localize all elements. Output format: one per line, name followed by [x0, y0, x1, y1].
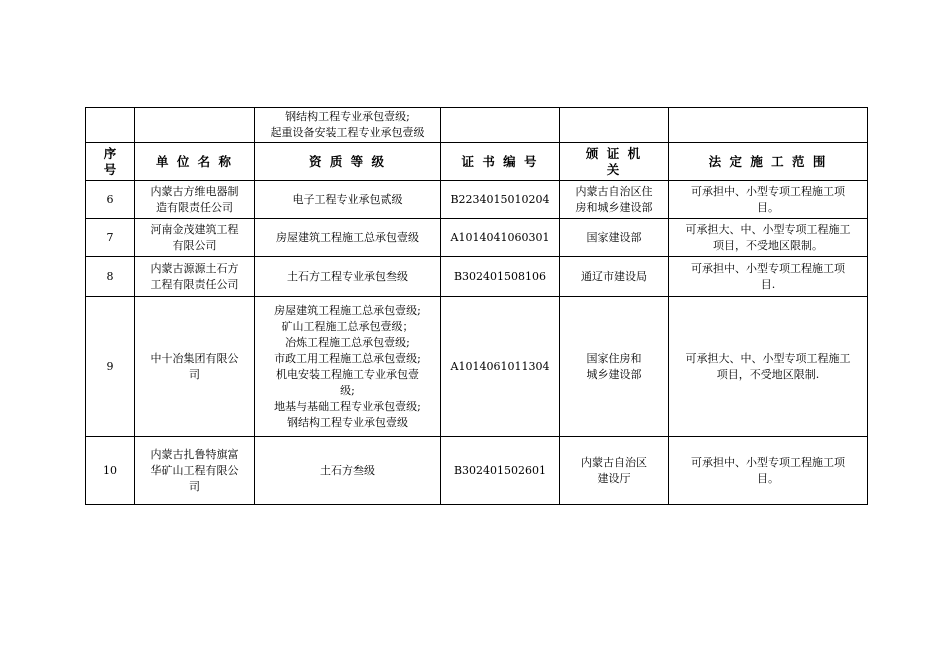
header-certificate: 证 书 编 号 [441, 143, 560, 181]
header-issuer: 颁 证 机 关 [560, 143, 669, 181]
company-cell: 内蒙古方维电器制 造有限责任公司 [135, 181, 255, 219]
qualification-table [85, 107, 868, 505]
qualification-cell: 房屋建筑工程施工总承包壹级; 矿山工程施工总承包壹级； 冶炼工程施工总承包壹级; 市政工用工程施工总承包壹级; 机电安装工程施工专业承包壹 级; 地基与基础工程专业承包壹级; 钢结构工程专业承包壹级 [255, 297, 441, 437]
company-cell: 中十冶集团有限公 司 [135, 297, 255, 437]
seq-cell: 7 [86, 219, 135, 257]
cont-qualification-cell [255, 108, 441, 143]
cont-issuer-cell [560, 108, 669, 143]
header-seq: 序 号 [86, 143, 135, 181]
issuer-cell: 国家建设部 [560, 219, 669, 257]
cont-qualification-line: 起重设备安装工程专业承包壹级 [270, 126, 425, 139]
certificate-cell: A1014041060301 [441, 219, 560, 257]
company-cell: 内蒙古源源土石方 工程有限责任公司 [135, 257, 255, 297]
certificate-cell: B2234015010204 [441, 181, 560, 219]
scope-cell: 可承担中、小型专项工程施工项 目。 [669, 437, 868, 505]
continuation-row [86, 108, 868, 143]
scope-cell: 可承担大、中、小型专项工程施工 项目，不受地区限制. [669, 297, 868, 437]
seq-cell: 9 [86, 297, 135, 437]
table-row [86, 297, 868, 437]
company-cell: 内蒙古扎鲁特旗富 华矿山工程有限公 司 [135, 437, 255, 505]
cont-certificate-cell [441, 108, 560, 143]
seq-cell: 8 [86, 257, 135, 297]
scope-cell: 可承担中、小型专项工程施工项 目. [669, 257, 868, 297]
qualification-cell: 房屋建筑工程施工总承包壹级 [255, 219, 441, 257]
certificate-cell: B302401508106 [441, 257, 560, 297]
seq-cell: 10 [86, 437, 135, 505]
scope-cell: 可承担中、小型专项工程施工项 目。 [669, 181, 868, 219]
cont-company-cell [135, 108, 255, 143]
table-row [86, 257, 868, 297]
cont-scope-cell [669, 108, 868, 143]
header-scope: 法 定 施 工 范 围 [669, 143, 868, 181]
qualification-cell: 土石方叁级 [255, 437, 441, 505]
cont-seq-cell [86, 108, 135, 143]
issuer-cell: 通辽市建设局 [560, 257, 669, 297]
certificate-cell: B302401502601 [441, 437, 560, 505]
issuer-cell: 国家住房和 城乡建设部 [560, 297, 669, 437]
header-row [86, 143, 868, 181]
cont-qualification-line: 钢结构工程专业承包壹级; [285, 110, 410, 123]
certificate-cell: A1014061011304 [441, 297, 560, 437]
seq-cell: 6 [86, 181, 135, 219]
issuer-cell: 内蒙古自治区 建设厅 [560, 437, 669, 505]
issuer-cell: 内蒙古自治区住 房和城乡建设部 [560, 181, 669, 219]
company-cell: 河南金茂建筑工程 有限公司 [135, 219, 255, 257]
table-row [86, 181, 868, 219]
table-row [86, 219, 868, 257]
qualification-cell: 土石方工程专业承包叁级 [255, 257, 441, 297]
header-company: 单 位 名 称 [135, 143, 255, 181]
header-qualification: 资 质 等 级 [255, 143, 441, 181]
scope-cell: 可承担大、中、小型专项工程施工 项目，不受地区限制。 [669, 219, 868, 257]
table-row [86, 437, 868, 505]
qualification-cell: 电子工程专业承包贰级 [255, 181, 441, 219]
